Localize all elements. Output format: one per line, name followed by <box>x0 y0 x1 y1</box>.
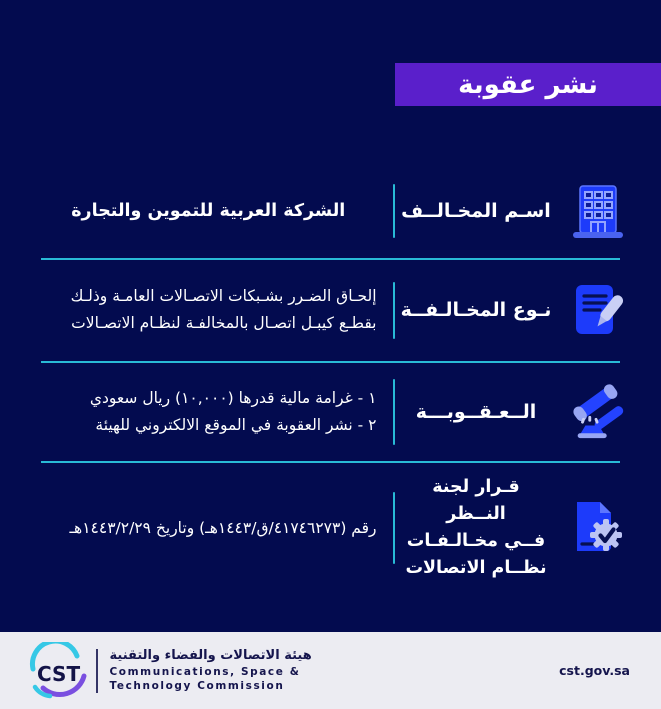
violation-line-2: بقطـع كيبـل اتصـال بالمخالفـة لنظـام الاتصـالات <box>71 314 377 332</box>
banner-title: نشر عقوبة <box>458 69 598 100</box>
penalty-banner <box>395 63 661 106</box>
row-violation-type <box>0 266 661 354</box>
decision-number-value: رقم (٤١٧٤٦٢٧٣/ق/١٤٤٣هـ) وتاريخ ١٤٤٣/٢/٢٩هـ <box>69 518 377 537</box>
footer-divider <box>96 649 98 693</box>
row-violator-name <box>0 172 661 250</box>
vertical-divider <box>393 184 396 238</box>
violation-type-label: نـوع المخـالـفــة <box>400 299 552 321</box>
vertical-divider <box>393 492 396 564</box>
decision-label-line-1: قـرار لجنة النــظر <box>432 477 520 524</box>
building-icon <box>568 183 628 239</box>
row-separator <box>41 258 620 260</box>
penalty-line-1: ١ - غرامة مالية قدرها (١٠,٠٠٠) ريال سعودي <box>89 389 377 407</box>
decision-label-line-2: فــي مخـالـفـات <box>406 531 546 551</box>
decision-label-line-3: نظــام الاتصالات <box>405 558 547 578</box>
violation-type-value <box>40 283 377 337</box>
violator-name-label: اسـم المخـالــف <box>401 200 551 222</box>
cst-logo-text: CST <box>37 661 81 686</box>
penalty-value <box>40 385 377 439</box>
row-penalty <box>0 370 661 454</box>
row-committee-decision <box>0 466 661 590</box>
gavel-icon <box>568 384 628 440</box>
row-separator <box>41 461 620 463</box>
violator-name-value: الشركة العربية للتموين والتجارة <box>71 201 346 221</box>
document-pen-icon <box>568 283 628 337</box>
document-gear-icon <box>568 500 628 556</box>
penalty-label: الــعـقــوبـــة <box>415 401 537 423</box>
vertical-divider <box>393 379 396 445</box>
cst-logo <box>26 642 92 700</box>
decision-label <box>400 474 552 582</box>
org-name-block <box>110 648 312 694</box>
vertical-divider <box>393 282 396 339</box>
footer <box>0 632 661 709</box>
org-name-arabic: هيئة الاتصالات والفضاء والتقنية <box>109 647 312 663</box>
violation-line-1: إلحـاق الضـرر بشـبكات الاتصـالات العامـة وذلـك <box>70 287 377 305</box>
website-url: cst.gov.sa <box>559 663 630 678</box>
org-name-english-line-1: Communications, Space & <box>109 665 301 678</box>
row-separator <box>41 361 620 363</box>
org-name-english-line-2: Technology Commission <box>109 680 285 692</box>
penalty-line-2: ٢ - نشر العقوبة في الموقع الالكتروني للهيئة <box>95 416 377 434</box>
